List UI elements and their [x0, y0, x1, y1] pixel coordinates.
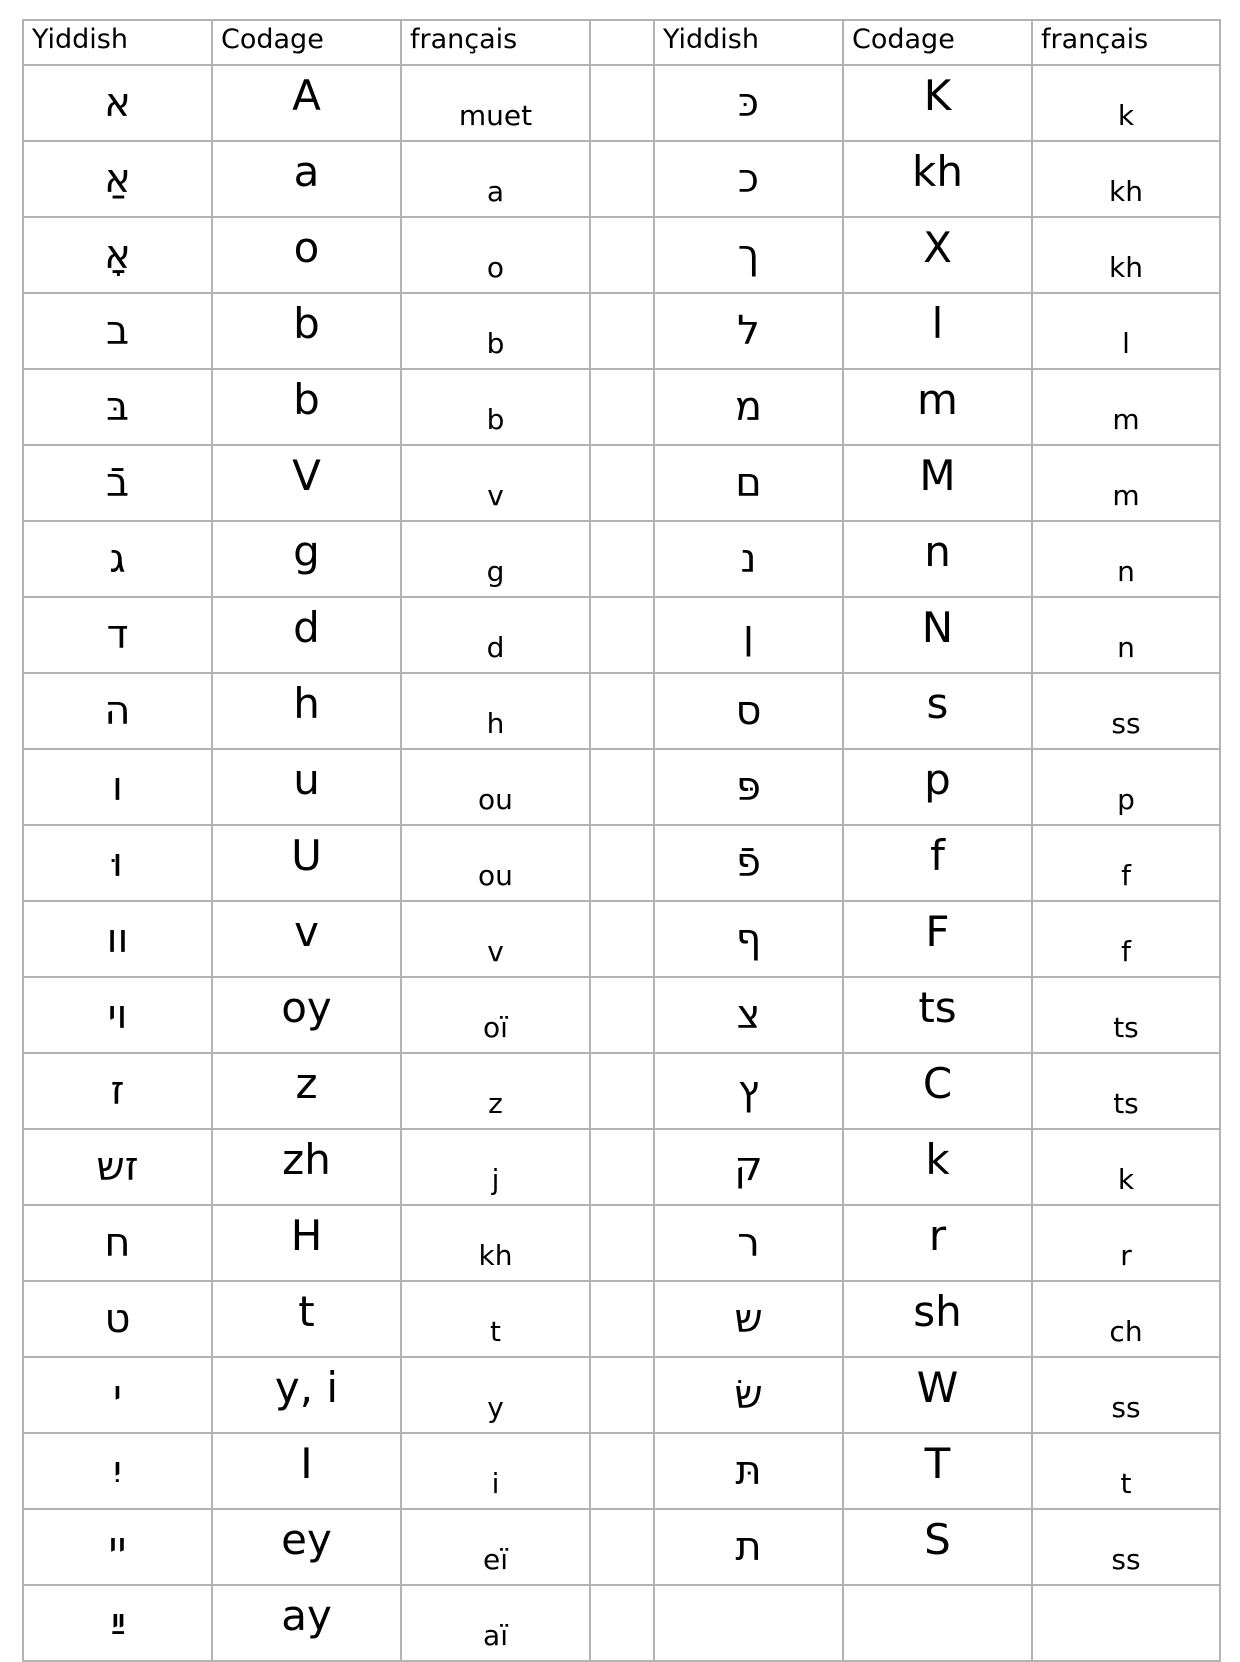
- codage-cell: X: [843, 217, 1032, 293]
- francais-cell: b: [401, 293, 590, 369]
- francais-cell: kh: [1032, 141, 1220, 217]
- yiddish-letter-cell: [654, 1585, 843, 1661]
- yiddish-letter-cell: אָ: [23, 217, 212, 293]
- yiddish-letter-cell: ט: [23, 1281, 212, 1357]
- codage-cell: I: [212, 1433, 401, 1509]
- gap-cell: [590, 597, 654, 673]
- francais-cell: l: [1032, 293, 1220, 369]
- codage-cell: ay: [212, 1585, 401, 1661]
- yiddish-letter-cell: ך: [654, 217, 843, 293]
- yiddish-letter-cell: ן: [654, 597, 843, 673]
- yiddish-letter-cell: ה: [23, 673, 212, 749]
- codage-cell: F: [843, 901, 1032, 977]
- francais-cell: eï: [401, 1509, 590, 1585]
- table-row: [23, 217, 1220, 293]
- yiddish-letter-cell: וּ: [23, 825, 212, 901]
- codage-cell: C: [843, 1053, 1032, 1129]
- codage-cell: W: [843, 1357, 1032, 1433]
- yiddish-letter-cell: ײַ: [23, 1585, 212, 1661]
- codage-cell: n: [843, 521, 1032, 597]
- codage-cell: l: [843, 293, 1032, 369]
- codage-cell: S: [843, 1509, 1032, 1585]
- gap-cell: [590, 1433, 654, 1509]
- table-row: [23, 445, 1220, 521]
- table-row: [23, 521, 1220, 597]
- gap-cell: [590, 293, 654, 369]
- francais-cell: aï: [401, 1585, 590, 1661]
- header-row: [23, 20, 1220, 65]
- gap-cell: [590, 901, 654, 977]
- yiddish-letter-cell: אַ: [23, 141, 212, 217]
- codage-cell: r: [843, 1205, 1032, 1281]
- francais-cell: j: [401, 1129, 590, 1205]
- francais-cell: f: [1032, 901, 1220, 977]
- yiddish-letter-cell: כּ: [654, 65, 843, 141]
- yiddish-letter-cell: ו: [23, 749, 212, 825]
- gap-cell: [590, 445, 654, 521]
- codage-cell: K: [843, 65, 1032, 141]
- codage-cell: f: [843, 825, 1032, 901]
- codage-cell: ey: [212, 1509, 401, 1585]
- francais-cell: y: [401, 1357, 590, 1433]
- francais-cell: t: [401, 1281, 590, 1357]
- francais-cell: h: [401, 673, 590, 749]
- yiddish-letter-cell: כ: [654, 141, 843, 217]
- table-row: [23, 293, 1220, 369]
- codage-cell: v: [212, 901, 401, 977]
- yiddish-letter-cell: ץ: [654, 1053, 843, 1129]
- gap-cell: [590, 65, 654, 141]
- codage-cell: T: [843, 1433, 1032, 1509]
- header-francais: français: [401, 20, 590, 65]
- yiddish-letter-cell: פֿ: [654, 825, 843, 901]
- yiddish-letter-cell: ל: [654, 293, 843, 369]
- codage-cell: sh: [843, 1281, 1032, 1357]
- francais-cell: m: [1032, 445, 1220, 521]
- gap-cell: [590, 1281, 654, 1357]
- codage-cell: d: [212, 597, 401, 673]
- transliteration-table: [22, 19, 1221, 1662]
- yiddish-letter-cell: וו: [23, 901, 212, 977]
- francais-cell: g: [401, 521, 590, 597]
- francais-cell: ss: [1032, 1509, 1220, 1585]
- yiddish-letter-cell: ב: [23, 293, 212, 369]
- gap-cell: [590, 1205, 654, 1281]
- francais-cell: v: [401, 445, 590, 521]
- codage-cell: N: [843, 597, 1032, 673]
- table-row: [23, 1129, 1220, 1205]
- francais-cell: d: [401, 597, 590, 673]
- table-row: [23, 901, 1220, 977]
- table-row: [23, 369, 1220, 445]
- yiddish-letter-cell: ז: [23, 1053, 212, 1129]
- francais-cell: n: [1032, 521, 1220, 597]
- yiddish-letter-cell: צ: [654, 977, 843, 1053]
- gap-cell: [590, 141, 654, 217]
- yiddish-letter-cell: מ: [654, 369, 843, 445]
- table-row: [23, 977, 1220, 1053]
- francais-cell: n: [1032, 597, 1220, 673]
- francais-cell: i: [401, 1433, 590, 1509]
- codage-cell: m: [843, 369, 1032, 445]
- table-row: [23, 1357, 1220, 1433]
- header-codage: Codage: [212, 20, 401, 65]
- gap-cell: [590, 1509, 654, 1585]
- table-row: [23, 825, 1220, 901]
- table-row: [23, 597, 1220, 673]
- codage-cell: u: [212, 749, 401, 825]
- yiddish-letter-cell: ש: [654, 1281, 843, 1357]
- francais-cell: v: [401, 901, 590, 977]
- yiddish-letter-cell: בֿ: [23, 445, 212, 521]
- codage-cell: U: [212, 825, 401, 901]
- francais-cell: ts: [1032, 1053, 1220, 1129]
- table-row: [23, 1281, 1220, 1357]
- francais-cell: ts: [1032, 977, 1220, 1053]
- yiddish-letter-cell: שׂ: [654, 1357, 843, 1433]
- yiddish-letter-cell: בּ: [23, 369, 212, 445]
- francais-cell: oï: [401, 977, 590, 1053]
- gap-cell: [590, 749, 654, 825]
- yiddish-letter-cell: נ: [654, 521, 843, 597]
- codage-cell: p: [843, 749, 1032, 825]
- yiddish-letter-cell: א: [23, 65, 212, 141]
- francais-cell: ss: [1032, 1357, 1220, 1433]
- francais-cell: t: [1032, 1433, 1220, 1509]
- francais-cell: f: [1032, 825, 1220, 901]
- codage-cell: h: [212, 673, 401, 749]
- codage-cell: ts: [843, 977, 1032, 1053]
- table-row: [23, 1205, 1220, 1281]
- francais-cell: ou: [401, 749, 590, 825]
- yiddish-letter-cell: ף: [654, 901, 843, 977]
- codage-cell: kh: [843, 141, 1032, 217]
- yiddish-letter-cell: יי: [23, 1509, 212, 1585]
- francais-cell: ou: [401, 825, 590, 901]
- gap-cell: [590, 1357, 654, 1433]
- codage-cell: o: [212, 217, 401, 293]
- codage-cell: b: [212, 369, 401, 445]
- francais-cell: muet: [401, 65, 590, 141]
- codage-cell: [843, 1585, 1032, 1661]
- yiddish-letter-cell: ק: [654, 1129, 843, 1205]
- yiddish-letter-cell: וי: [23, 977, 212, 1053]
- yiddish-letter-cell: פּ: [654, 749, 843, 825]
- francais-cell: p: [1032, 749, 1220, 825]
- yiddish-letter-cell: ד: [23, 597, 212, 673]
- codage-cell: a: [212, 141, 401, 217]
- francais-cell: b: [401, 369, 590, 445]
- gap-cell: [590, 521, 654, 597]
- header-francais: français: [1032, 20, 1220, 65]
- table-row: [23, 65, 1220, 141]
- codage-cell: H: [212, 1205, 401, 1281]
- francais-cell: kh: [1032, 217, 1220, 293]
- codage-cell: g: [212, 521, 401, 597]
- yiddish-letter-cell: תּ: [654, 1433, 843, 1509]
- yiddish-letter-cell: ח: [23, 1205, 212, 1281]
- codage-cell: b: [212, 293, 401, 369]
- francais-cell: r: [1032, 1205, 1220, 1281]
- codage-cell: oy: [212, 977, 401, 1053]
- gap-cell: [590, 217, 654, 293]
- yiddish-letter-cell: ת: [654, 1509, 843, 1585]
- francais-cell: [1032, 1585, 1220, 1661]
- yiddish-letter-cell: ג: [23, 521, 212, 597]
- header-codage: Codage: [843, 20, 1032, 65]
- gap-cell: [590, 673, 654, 749]
- table-row: [23, 673, 1220, 749]
- table-row: [23, 1433, 1220, 1509]
- francais-cell: k: [1032, 1129, 1220, 1205]
- francais-cell: ss: [1032, 673, 1220, 749]
- gap-cell: [590, 1129, 654, 1205]
- gap-cell: [590, 369, 654, 445]
- francais-cell: z: [401, 1053, 590, 1129]
- francais-cell: o: [401, 217, 590, 293]
- yiddish-letter-cell: יִ: [23, 1433, 212, 1509]
- table-row: [23, 1509, 1220, 1585]
- codage-cell: A: [212, 65, 401, 141]
- yiddish-letter-cell: י: [23, 1357, 212, 1433]
- table-row: [23, 141, 1220, 217]
- francais-cell: k: [1032, 65, 1220, 141]
- codage-cell: t: [212, 1281, 401, 1357]
- gap-cell: [590, 1585, 654, 1661]
- francais-cell: kh: [401, 1205, 590, 1281]
- yiddish-letter-cell: זש: [23, 1129, 212, 1205]
- codage-cell: z: [212, 1053, 401, 1129]
- francais-cell: ch: [1032, 1281, 1220, 1357]
- yiddish-letter-cell: ר: [654, 1205, 843, 1281]
- yiddish-letter-cell: ס: [654, 673, 843, 749]
- codage-cell: k: [843, 1129, 1032, 1205]
- gap-cell: [590, 1053, 654, 1129]
- gap-cell: [590, 977, 654, 1053]
- yiddish-letter-cell: ם: [654, 445, 843, 521]
- codage-cell: y, i: [212, 1357, 401, 1433]
- table-row: [23, 1053, 1220, 1129]
- codage-cell: zh: [212, 1129, 401, 1205]
- gap-cell: [590, 20, 654, 65]
- table-row: [23, 1585, 1220, 1661]
- header-yiddish: Yiddish: [654, 20, 843, 65]
- table-row: [23, 749, 1220, 825]
- francais-cell: m: [1032, 369, 1220, 445]
- francais-cell: a: [401, 141, 590, 217]
- codage-cell: M: [843, 445, 1032, 521]
- header-yiddish: Yiddish: [23, 20, 212, 65]
- codage-cell: V: [212, 445, 401, 521]
- gap-cell: [590, 825, 654, 901]
- codage-cell: s: [843, 673, 1032, 749]
